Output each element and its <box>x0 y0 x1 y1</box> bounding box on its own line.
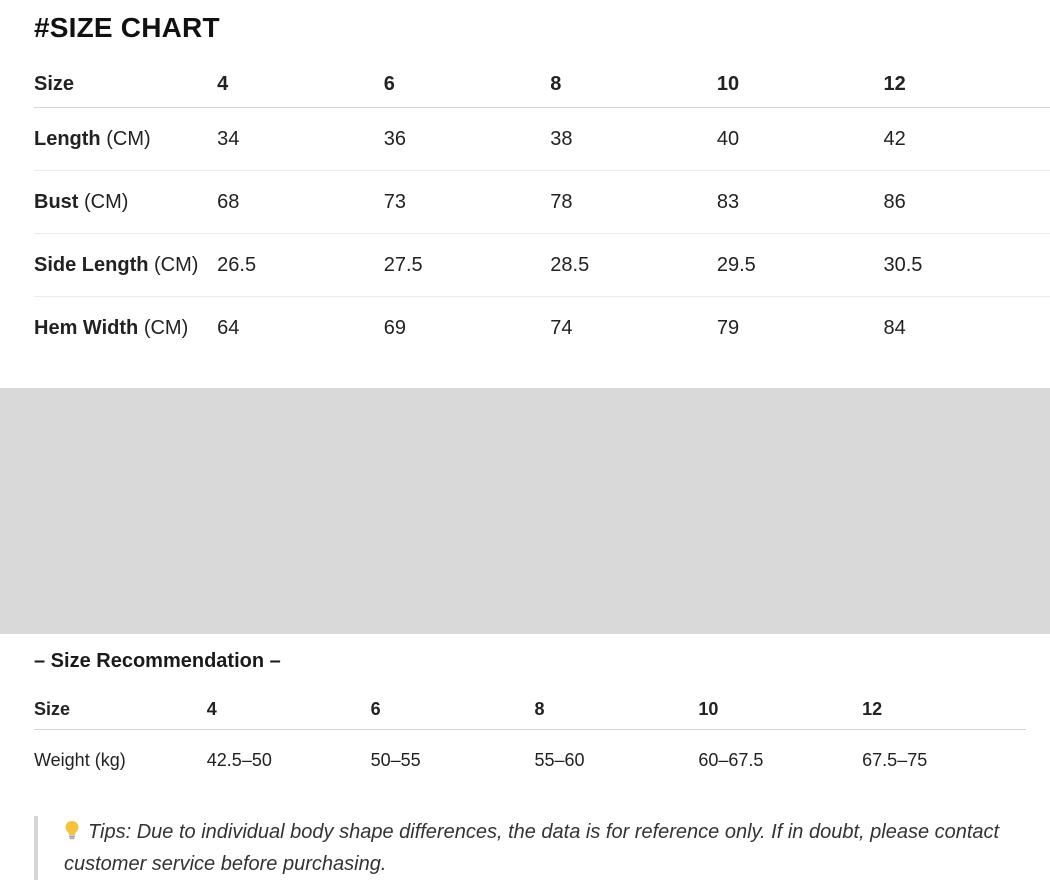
size-header-12: 12 <box>883 73 906 95</box>
table-cell: 36 <box>383 127 406 150</box>
row-label-hem-width <box>34 317 217 340</box>
measure-name: Bust <box>34 190 79 213</box>
row-label-bust <box>34 191 217 214</box>
table-cell: 55–60 <box>534 749 585 770</box>
table-cell: 29.5 <box>716 253 756 276</box>
table-cell: 42 <box>883 127 906 150</box>
image-placeholder <box>0 388 1050 634</box>
table-cell: 86 <box>883 190 906 213</box>
measure-name: Side Length <box>34 253 149 276</box>
measure-unit: (CM) <box>84 190 129 213</box>
size-header-6: 6 <box>383 73 395 95</box>
table-cell: 64 <box>217 317 240 339</box>
table-cell: 83 <box>716 190 740 213</box>
table-cell: 26.5 <box>217 253 257 276</box>
table-cell: 68 <box>217 190 240 213</box>
size-chart-table <box>34 62 1050 360</box>
measure-unit: (CM) <box>143 317 189 339</box>
table-cell: 60–67.5 <box>698 749 764 770</box>
table-cell: 38 <box>550 127 573 150</box>
table-cell: 50–55 <box>370 749 421 770</box>
rec-size-header-4: 4 <box>206 699 217 719</box>
tips-note <box>34 816 1024 880</box>
table-row-weight <box>34 730 1026 790</box>
measure-name: Length <box>34 127 101 150</box>
page-title: #SIZE CHART <box>34 12 220 43</box>
table-row-side-length <box>34 234 1050 297</box>
table-row-hem-width <box>34 297 1050 360</box>
table-cell: 28.5 <box>550 253 590 276</box>
row-label-length <box>34 128 217 151</box>
rec-size-header-label: Size <box>34 699 71 719</box>
lightbulb-icon <box>64 816 80 848</box>
table-cell: 34 <box>217 127 240 150</box>
table-cell: 30.5 <box>883 253 923 276</box>
table-cell: 84 <box>883 317 906 339</box>
size-header-10: 10 <box>716 73 740 95</box>
table-cell: 79 <box>716 317 740 339</box>
table-row-bust <box>34 171 1050 234</box>
table-cell: 67.5–75 <box>862 749 928 770</box>
rec-size-header-10: 10 <box>698 699 719 719</box>
measure-unit: (CM) <box>106 127 151 150</box>
rec-size-header-8: 8 <box>534 699 545 719</box>
table-cell: 73 <box>383 190 406 213</box>
table-cell: 42.5–50 <box>206 749 272 770</box>
row-label-side-length <box>34 254 217 277</box>
tips-text: Tips: Due to individual body shape differences, the data is for reference only. If in doubt, please contact customer service before purchasing. <box>64 821 1000 875</box>
recommendation-header-row <box>34 690 1026 730</box>
table-row-length <box>34 108 1050 171</box>
size-recommendation-table <box>34 690 1026 790</box>
table-cell: 78 <box>550 190 573 213</box>
size-header-8: 8 <box>550 73 562 95</box>
measure-name: Hem Width <box>34 317 139 339</box>
table-cell: 27.5 <box>383 253 423 276</box>
size-chart-header-row <box>34 62 1050 108</box>
size-recommendation-title: – Size Recommendation – <box>34 650 281 672</box>
table-cell: 74 <box>550 317 573 339</box>
size-header-label: Size <box>34 73 75 95</box>
table-cell: 40 <box>716 127 740 150</box>
size-header-4: 4 <box>217 73 229 95</box>
rec-size-header-12: 12 <box>862 699 883 719</box>
row-label-weight: Weight (kg) <box>34 749 126 770</box>
rec-size-header-6: 6 <box>370 699 381 719</box>
measure-unit: (CM) <box>154 253 199 276</box>
table-cell: 69 <box>383 317 406 339</box>
